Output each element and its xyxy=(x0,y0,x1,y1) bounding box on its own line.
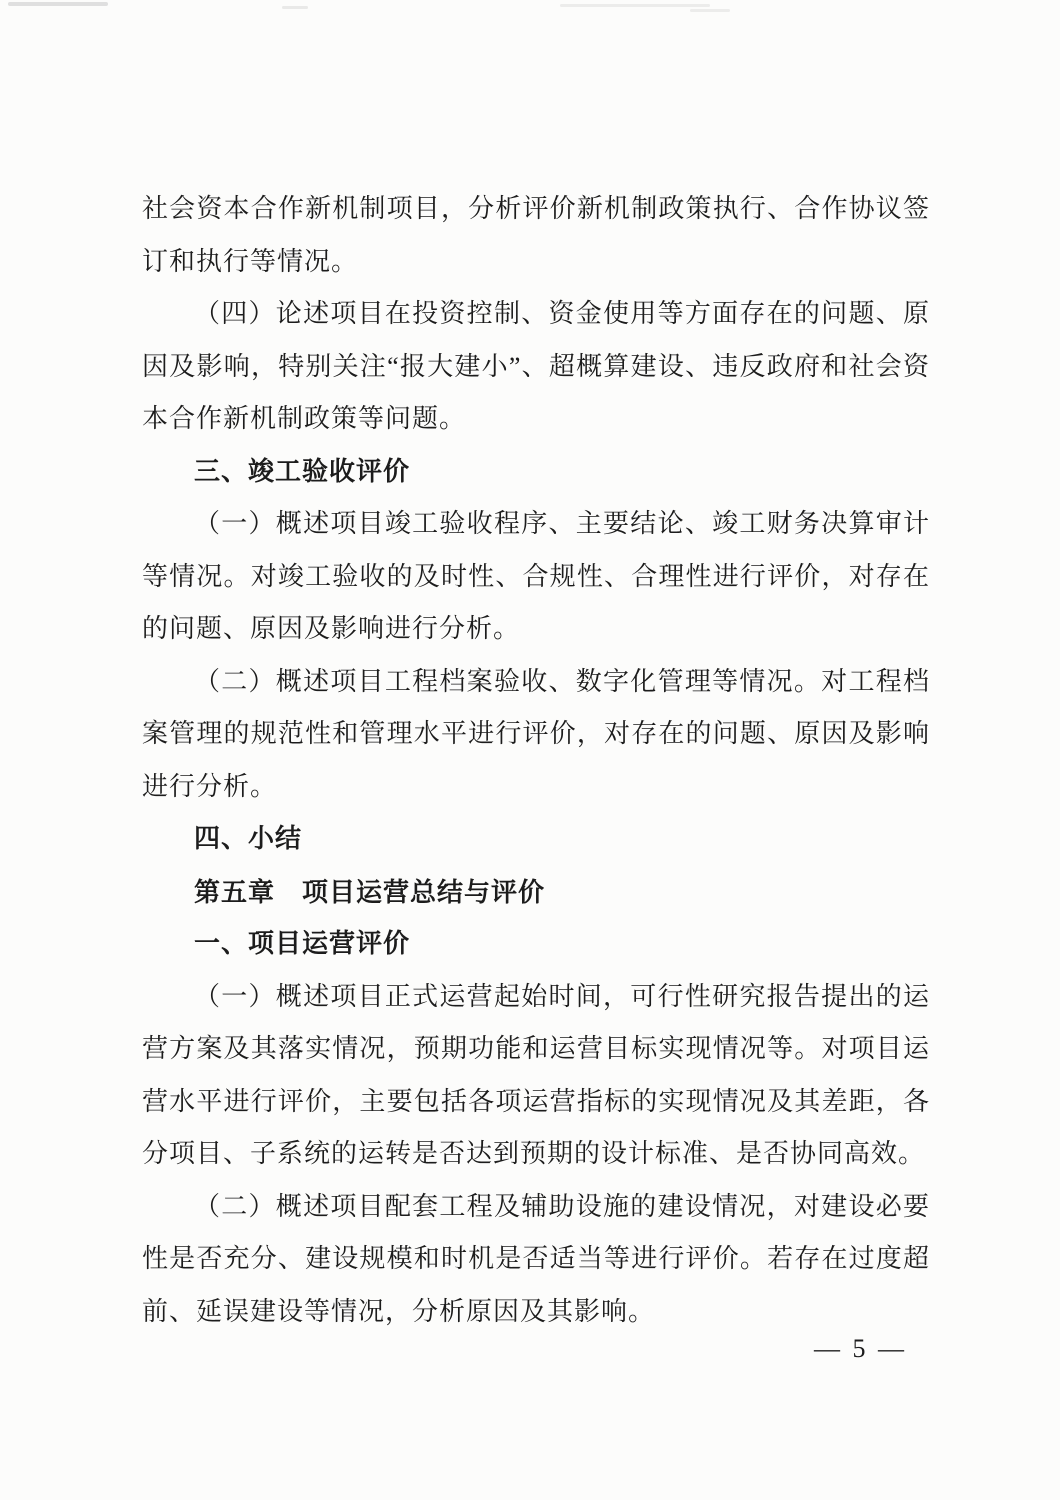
scan-artifact xyxy=(560,4,710,7)
paragraph: （一）概述项目正式运营起始时间，可行性研究报告提出的运营方案及其落实情况，预期功能和运营目标实现情况等。对项目运营水平进行评价，主要包括各项运营指标的实现情况及其差距，各分项目、子系统的运转是否达到预期的设计标准、是否协同高效。 xyxy=(142,981,930,1168)
page-content xyxy=(142,183,930,1338)
paragraph: （二）概述项目配套工程及辅助设施的建设情况，对建设必要性是否充分、建设规模和时机是否适当等进行评价。若存在过度超前、延误建设等情况，分析原因及其影响。 xyxy=(142,1191,930,1326)
paragraph: （四）论述项目在投资控制、资金使用等方面存在的问题、原因及影响，特别关注“报大建小”、超概算建设、违反政府和社会资本合作新机制政策等问题。 xyxy=(142,299,930,433)
chapter-heading: 第五章 项目运营总结与评价 xyxy=(194,876,546,907)
section-heading-1: 一、项目运营评价 xyxy=(194,929,411,958)
scan-artifact xyxy=(8,2,108,6)
paragraph-continuation: 社会资本合作新机制项目，分析评价新机制政策执行、合作协议签订和执行等情况。 xyxy=(142,194,930,276)
scan-artifact xyxy=(282,6,308,9)
page-number: — 5 — xyxy=(814,1334,907,1363)
paragraph: （一）概述项目竣工验收程序、主要结论、竣工财务决算审计等情况。对竣工验收的及时性、合规性、合理性进行评价，对存在的问题、原因及影响进行分析。 xyxy=(142,509,930,643)
scan-artifact xyxy=(690,9,730,12)
section-heading-3: 三、竣工验收评价 xyxy=(194,456,411,486)
section-heading-4: 四、小结 xyxy=(194,824,303,853)
paragraph: （二）概述项目工程档案验收、数字化管理等情况。对工程档案管理的规范性和管理水平进行评价，对存在的问题、原因及影响进行分析。 xyxy=(142,666,930,801)
